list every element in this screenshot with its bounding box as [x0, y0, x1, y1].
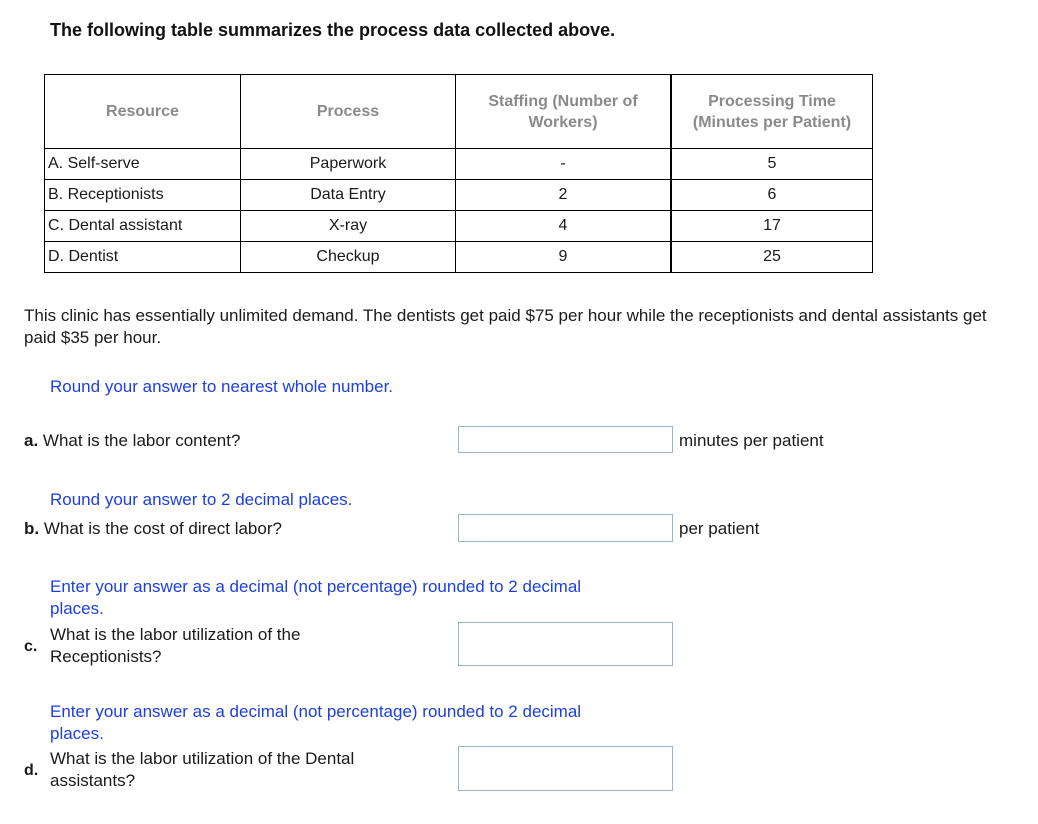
instruction-d-line2: places.: [50, 724, 104, 743]
answer-a-unit: minutes per patient: [679, 431, 824, 450]
cell-time: 25: [671, 242, 873, 273]
answer-c-input[interactable]: [459, 623, 672, 665]
question-d: [50, 748, 354, 792]
instruction-c-line1: Enter your answer as a decimal (not percentage) rounded to 2 decimal: [50, 577, 582, 596]
header-staffing: [456, 75, 672, 149]
cell-staffing: 4: [456, 211, 672, 242]
cell-time: 17: [671, 211, 873, 242]
instruction-c-line2: places.: [50, 599, 104, 618]
answer-b-box: [458, 514, 673, 542]
cell-resource: C. Dental assistant: [45, 211, 241, 242]
question-b: [24, 518, 282, 540]
question-d-letter: d.: [24, 762, 39, 779]
header-resource: Resource: [45, 75, 241, 149]
instruction-c: [50, 576, 581, 620]
instruction-b: Round your answer to 2 decimal places.: [50, 490, 353, 509]
cell-process: Checkup: [241, 242, 456, 273]
answer-d-box: [458, 746, 673, 791]
cell-process: Data Entry: [241, 180, 456, 211]
header-time-line2: (Minutes per Patient): [692, 113, 852, 131]
answer-b-unit: per patient: [679, 519, 760, 538]
instruction-d-line1: Enter your answer as a decimal (not percentage) rounded to 2 decimal: [50, 702, 582, 721]
question-c: [50, 624, 300, 668]
header-time-line1: Processing Time: [708, 92, 836, 110]
question-c-line2: Receptionists?: [50, 647, 162, 666]
problem-description: This clinic has essentially unlimited demand. The dentists get paid $75 per hour while the receptionists and dental assistants get paid $35 per hour.: [24, 306, 987, 347]
answer-b-input[interactable]: [459, 515, 672, 541]
cell-time: 5: [671, 149, 873, 180]
question-d-line2: assistants?: [50, 771, 136, 790]
question-c-line1: What is the labor utilization of the: [50, 625, 301, 644]
question-d-line1: What is the labor utilization of the Dental: [50, 749, 355, 768]
header-processing-time: [671, 75, 873, 149]
cell-resource: D. Dentist: [45, 242, 241, 273]
cell-staffing: 9: [456, 242, 672, 273]
cell-process: X-ray: [241, 211, 456, 242]
question-a: [24, 430, 240, 452]
question-b-text: What is the cost of direct labor?: [43, 519, 282, 538]
instruction-a: Round your answer to nearest whole number.: [50, 377, 394, 396]
question-a-text: What is the labor content?: [42, 431, 241, 450]
answer-a-input[interactable]: [459, 427, 672, 452]
cell-time: 6: [671, 180, 873, 211]
page-heading: The following table summarizes the process data collected above.: [50, 20, 616, 40]
question-a-letter: a.: [24, 431, 39, 450]
cell-resource: B. Receptionists: [45, 180, 241, 211]
table-header-row: [45, 75, 873, 149]
table-row: [45, 211, 873, 242]
header-process: Process: [241, 75, 456, 149]
table-row: [45, 242, 873, 273]
answer-a-box: [458, 426, 673, 453]
cell-staffing: 2: [456, 180, 672, 211]
instruction-d: [50, 701, 581, 745]
question-b-letter: b.: [24, 519, 40, 538]
question-c-letter: c.: [24, 638, 38, 655]
table-row: [45, 180, 873, 211]
cell-staffing: -: [456, 149, 672, 180]
cell-resource: A. Self-serve: [45, 149, 241, 180]
answer-d-input[interactable]: [459, 747, 672, 790]
process-data-table: [44, 74, 873, 273]
cell-process: Paperwork: [241, 149, 456, 180]
header-staffing-line2: Workers): [528, 113, 598, 131]
header-staffing-line1: Staffing (Number of: [488, 92, 638, 110]
table-row: [45, 149, 873, 180]
answer-c-box: [458, 622, 673, 666]
